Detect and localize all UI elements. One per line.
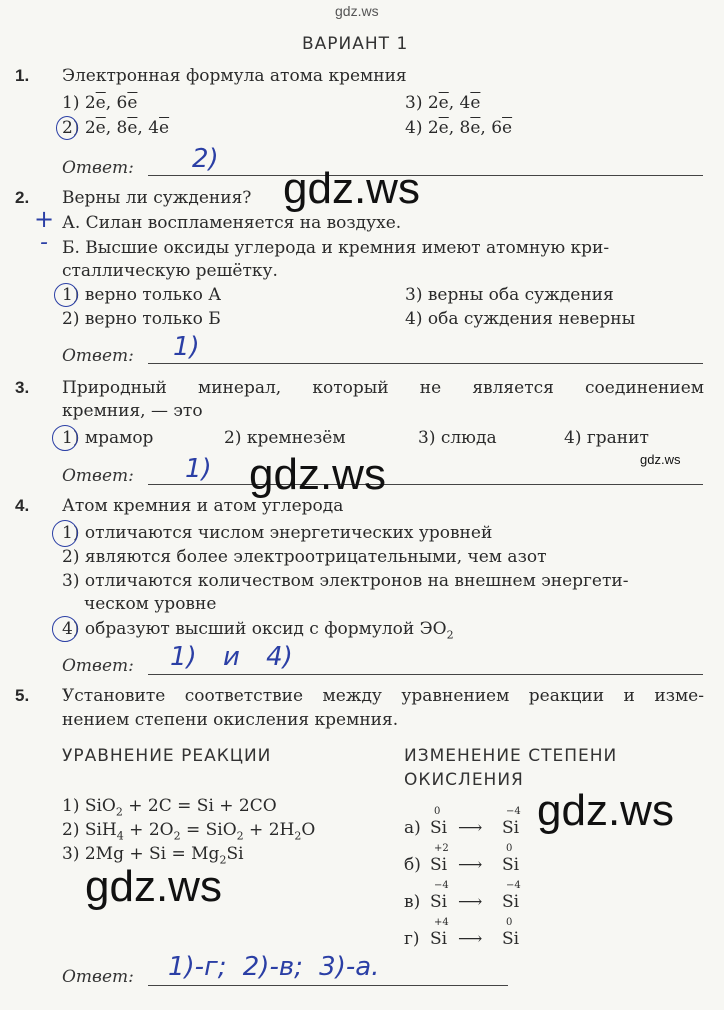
q1-circle-mark — [56, 116, 78, 140]
q2-circle-mark — [54, 283, 78, 307]
q4-option-1: 1) отличаются числом энергетических уровней — [62, 523, 493, 543]
q5-change-from-element: Si — [430, 818, 448, 838]
watermark-big-3: gdz.ws — [537, 786, 674, 835]
q5-change-arrow: ⟶ — [458, 929, 483, 949]
q3-option-2: 2) кремнезём — [224, 428, 346, 448]
q5-change-from-oxidation: +4 — [434, 917, 449, 928]
q5-change-to-element: Si — [502, 892, 520, 912]
q5-equation-3: 3) $2Mg + Si = Mg_2Si$ — [62, 844, 244, 867]
q1-option-1: 1) $2\overline{e}$, $6\overline{e}$ — [62, 93, 138, 113]
q4-text: Атом кремния и атом углерода — [62, 496, 344, 516]
watermark-big-2: gdz.ws — [249, 450, 386, 499]
watermark-big-1: gdz.ws — [283, 164, 420, 213]
q2-mark-minus: - — [40, 230, 48, 255]
q2-option-4: 4) оба суждения неверны — [405, 309, 636, 329]
q5-change-letter: в) — [404, 892, 421, 912]
q4-option-4 — [62, 619, 454, 641]
q5-col2-header-line1: ИЗМЕНЕНИЕ СТЕПЕНИ — [404, 746, 618, 766]
q5-change-from-oxidation: +2 — [434, 843, 449, 854]
q4-circle-mark-1 — [52, 520, 78, 547]
q5-change-to-element: Si — [502, 929, 520, 949]
q4-option-4-text: 4) образуют высший оксид с формулой ЭО — [62, 619, 447, 639]
q2-statement-b-line2: сталлическую решётку. — [62, 261, 278, 281]
q4-option-2: 2) являются более электроотрицательными, чем азот — [62, 547, 547, 567]
q1-answer-line — [148, 175, 703, 176]
q3-handwritten-answer: 1) — [185, 454, 212, 484]
q5-equation-2: 2) $SiH_4 + 2O_2 = SiO_2 + 2H_2O$ — [62, 820, 316, 843]
q5-change-to-element: Si — [502, 818, 520, 838]
q5-change-from-oxidation: −4 — [434, 880, 449, 891]
q5-change-to-oxidation: −4 — [506, 806, 521, 817]
q5-handwritten-answer: 1)-г; 2)-в; 3)-а. — [168, 952, 380, 982]
q3-circle-mark — [52, 425, 78, 451]
q5-equation-1: 1) SiO$_2$ + 2C = Si + 2CO — [62, 796, 277, 819]
q2-statement-b-line1: Б. Высшие оксиды углерода и кремния имеют атомную кри- — [62, 238, 610, 258]
q3-number: 3. — [15, 378, 30, 397]
q5-answer-line — [148, 985, 508, 986]
q5-change-letter: г) — [404, 929, 420, 949]
q5-col2-header-line2: ОКИСЛЕНИЯ — [404, 770, 524, 790]
q1-option-2: 2) $2\overline{e}$, $8\overline{e}$, $4\overline{e}$ — [62, 118, 170, 138]
q2-statement-a: А. Силан воспламеняется на воздухе. — [62, 213, 402, 233]
q4-circle-mark-4 — [52, 616, 78, 642]
q3-answer-line — [148, 484, 703, 485]
q4-answer-line — [148, 674, 703, 675]
q2-option-1: 1) верно только А — [62, 285, 222, 305]
q5-change-to-element: Si — [502, 855, 520, 875]
q5-change-to-oxidation: 0 — [506, 843, 513, 854]
q2-text: Верны ли суждения? — [62, 188, 252, 208]
q3-text-line2: кремния, — это — [62, 401, 203, 421]
q5-change-from-oxidation: 0 — [434, 806, 441, 817]
q1-text: Электронная формула атома кремния — [62, 66, 407, 86]
watermark-big-4: gdz.ws — [85, 862, 222, 911]
q3-answer-label: Ответ: — [62, 466, 134, 486]
q1-handwritten-answer: 2) — [192, 144, 219, 174]
q5-number: 5. — [15, 686, 30, 705]
q5-col1-header: УРАВНЕНИЕ РЕАКЦИИ — [62, 746, 272, 766]
q5-change-letter: б) — [404, 855, 421, 875]
q5-change-row — [404, 806, 534, 850]
q2-handwritten-answer: 1) — [173, 332, 200, 362]
q2-answer-label: Ответ: — [62, 346, 134, 366]
q2-number: 2. — [15, 188, 30, 207]
q5-answer-label: Ответ: — [62, 967, 134, 987]
q3-text-line1: Природный минерал, который не является соединением — [62, 378, 704, 398]
q5-text-line2: нением степени окисления кремния. — [62, 710, 399, 730]
q4-option-3: 3) отличаются количеством электронов на внешнем энергети- — [62, 571, 629, 591]
q1-option-4: 4) $2\overline{e}$, $8\overline{e}$, $6\overline{e}$ — [405, 118, 513, 138]
q5-change-from-element: Si — [430, 892, 448, 912]
q5-change-row — [404, 917, 534, 961]
watermark-top: gdz.ws — [335, 3, 379, 19]
q5-change-to-oxidation: 0 — [506, 917, 513, 928]
q1-number: 1. — [15, 66, 30, 85]
q3-option-3: 3) слюда — [418, 428, 497, 448]
q5-change-row — [404, 880, 534, 924]
q2-option-2: 2) верно только Б — [62, 309, 221, 329]
q3-option-1: 1) мрамор — [62, 428, 154, 448]
q4-answer-label: Ответ: — [62, 656, 134, 676]
q2-answer-line — [148, 363, 703, 364]
q4-number: 4. — [15, 496, 30, 515]
q4-handwritten-answer: 1) и 4) — [170, 642, 293, 672]
q1-answer-label: Ответ: — [62, 158, 134, 178]
q3-option-4: 4) гранит — [564, 428, 649, 448]
q5-change-letter: а) — [404, 818, 421, 838]
q1-option-3: 3) $2\overline{e}$, $4\overline{e}$ — [405, 93, 481, 113]
q5-change-from-element: Si — [430, 929, 448, 949]
watermark-small: gdz.ws — [640, 452, 681, 467]
q5-change-to-oxidation: −4 — [506, 880, 521, 891]
q5-text-line1: Установите соответствие между уравнением реакции и изме- — [62, 686, 704, 706]
q4-option-3-cont: ческом уровне — [84, 594, 217, 614]
q5-change-arrow: ⟶ — [458, 818, 483, 838]
q2-mark-plus: + — [34, 205, 55, 233]
q5-change-arrow: ⟶ — [458, 892, 483, 912]
q5-change-arrow: ⟶ — [458, 855, 483, 875]
page-title: ВАРИАНТ 1 — [302, 34, 409, 54]
q2-option-3: 3) верны оба суждения — [405, 285, 614, 305]
q4-oxide-subscript: 2 — [446, 628, 454, 642]
q5-change-from-element: Si — [430, 855, 448, 875]
